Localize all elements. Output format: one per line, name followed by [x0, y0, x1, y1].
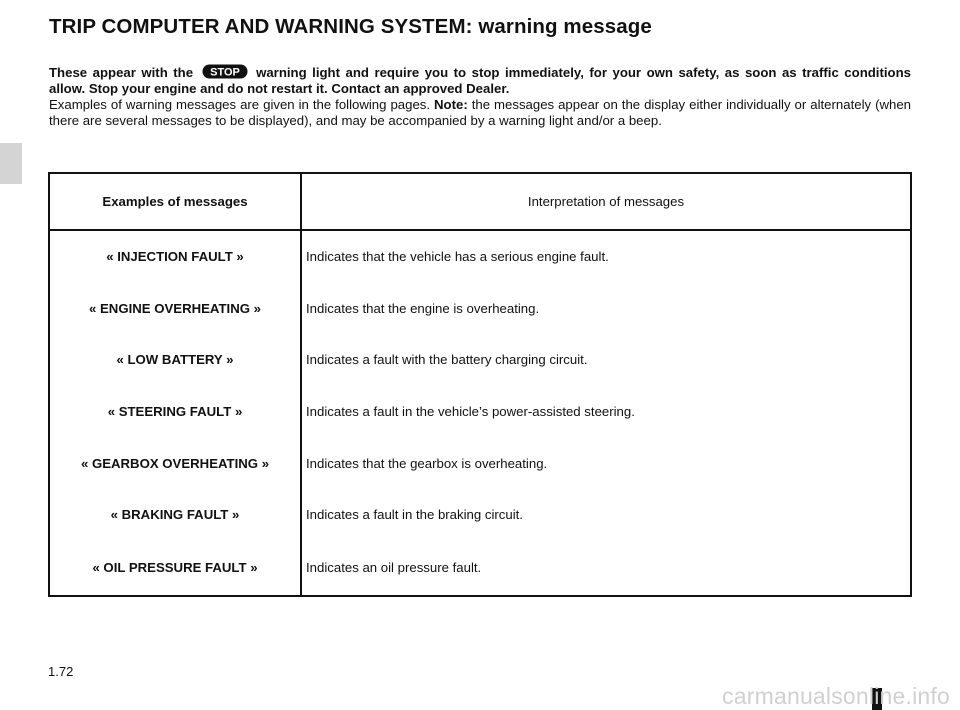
message-cell: « INJECTION FAULT » [49, 230, 301, 283]
interpretation-cell: Indicates an oil pressure fault. [306, 560, 482, 576]
warning-instructions [49, 64, 911, 97]
warning-messages-table [48, 172, 912, 597]
message-cell: « BRAKING FAULT » [49, 489, 301, 541]
table-row [49, 386, 911, 438]
page-number: 1.72 [48, 664, 74, 679]
header-interpretation: Interpretation of messages [301, 173, 911, 230]
interpretation-cell: Indicates that the gearbox is overheating. [306, 455, 548, 471]
interpretation-cell: Indicates a fault in the braking circuit. [306, 507, 523, 523]
intro-normal-text: Examples of warning messages are given in the following pages. [49, 97, 431, 112]
header-examples: Examples of messages [49, 173, 301, 230]
stop-warning-icon [202, 64, 248, 79]
message-cell: « ENGINE OVERHEATING » [49, 283, 301, 335]
intro-text [49, 64, 911, 129]
intro-note-paragraph [49, 97, 911, 129]
table-row [49, 541, 911, 596]
note-label: Note: [434, 97, 468, 112]
page-title: TRIP COMPUTER AND WARNING SYSTEM: warning message [49, 15, 652, 38]
table-row [49, 437, 911, 489]
message-cell: « LOW BATTERY » [49, 334, 301, 386]
message-cell: « STEERING FAULT » [49, 386, 301, 438]
message-cell: « GEARBOX OVERHEATING » [49, 437, 301, 489]
table-row [49, 283, 911, 335]
note-text: the messages appear on the display either individually or alternately (when there are several messages to be displayed), and may be accompanied by a warning light and/or a beep. [49, 97, 911, 128]
intro-bold-before-icon: These appear with the [49, 65, 194, 80]
table-row [49, 230, 911, 283]
interpretation-cell: Indicates a fault with the battery charging circuit. [306, 352, 588, 368]
interpretation-cell: Indicates a fault in the vehicle’s power-assisted steering. [306, 404, 635, 420]
intro-bold-after-icon: warning light and require you to stop immediately, for your own safety, as soon as traffic conditions allow. Stop your engine and do not restart it. Contact an approved Dealer. [49, 65, 911, 96]
message-cell: « OIL PRESSURE FAULT » [49, 541, 301, 596]
table-row [49, 489, 911, 541]
table-header-row [49, 173, 911, 230]
interpretation-cell: Indicates that the vehicle has a serious engine fault. [306, 249, 609, 265]
watermark[interactable]: carmanualsonline.info [722, 683, 950, 709]
stop-icon-label: STOP [209, 66, 240, 79]
interpretation-cell: Indicates that the engine is overheating. [306, 300, 540, 316]
table-row [49, 334, 911, 386]
chapter-tab [0, 143, 22, 184]
